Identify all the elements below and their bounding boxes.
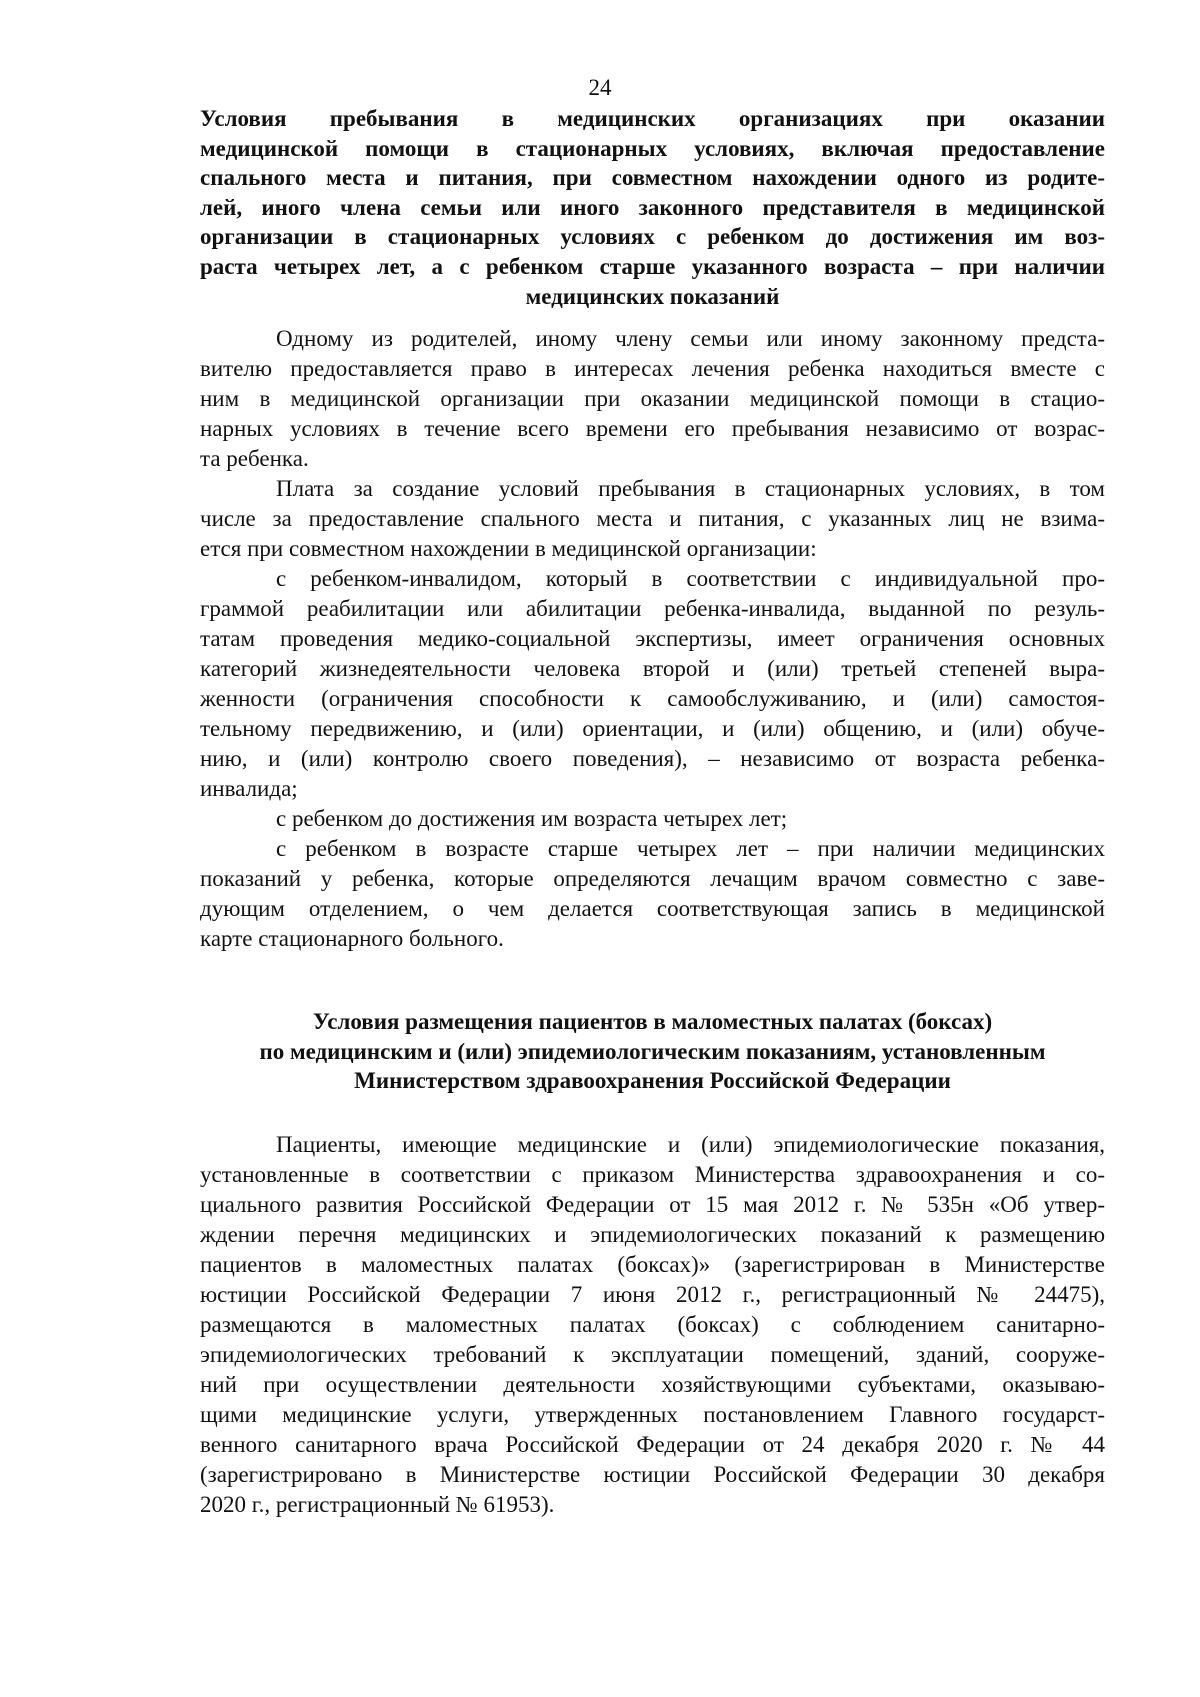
section-heading-stay-conditions: [200, 104, 1105, 311]
text-line: щими медицинские услуги, утвержденных постановлением Главного государст-: [200, 1402, 1105, 1427]
text-line: граммой реабилитации или абилитации ребенка-инвалида, выданной по резуль-: [200, 596, 1105, 621]
text-line: женности (ограничения способности к самообслуживанию, и (или) самостоя-: [200, 686, 1105, 711]
text-line: Плата за создание условий пребывания в стационарных условиях, в том: [276, 476, 1105, 501]
paragraph-disabled-child: [200, 564, 1105, 804]
text-line: тельному передвижению, и (или) ориентации, и (или) общению, и (или) обуче-: [200, 716, 1105, 741]
heading-line: спального места и питания, при совместном нахождении одного из родите-: [200, 165, 1105, 191]
heading-line: Условия пребывания в медицинских организациях при оказании: [200, 106, 1105, 131]
text-line: размещаются в маломестных палатах (боксах) с соблюдением санитарно-: [200, 1312, 1105, 1337]
paragraph-child-under-four: [200, 804, 1105, 834]
section-heading-small-wards: [200, 1007, 1105, 1096]
text-line: категорий жизнедеятельности человека второй и (или) третьей степеней выра-: [200, 656, 1105, 681]
text-line: с ребенком до достижения им возраста четырех лет;: [276, 806, 788, 831]
heading-line: медицинских показаний: [525, 283, 780, 309]
paragraph-small-wards: [200, 1130, 1105, 1520]
heading-line: лей, иного члена семьи или иного законного представителя в медицинской: [200, 194, 1105, 220]
text-line: с ребенком в возрасте старше четырех лет – при наличии медицинских: [276, 836, 1105, 861]
heading-line: Министерством здравоохранения Российской Федерации: [354, 1068, 951, 1094]
text-line: установленные в соответствии с приказом Министерства здравоохранения и со-: [200, 1162, 1105, 1187]
text-line: пациентов в маломестных палатах (боксах)» (зарегистрирован в Министерстве: [200, 1252, 1105, 1277]
text-line: показаний у ребенка, которые определяются лечащим врачом совместно с заве-: [200, 866, 1105, 891]
page-number: 24: [588, 75, 612, 100]
text-line: нарных условиях в течение всего времени его пребывания независимо от возрас-: [200, 416, 1105, 441]
heading-line: Условия размещения пациентов в маломестных палатах (боксах): [312, 1009, 993, 1034]
text-line: числе за предоставление спального места и питания, с указанных лиц не взима-: [200, 506, 1105, 531]
text-line: эпидемиологических требований к эксплуатации помещений, зданий, сооруже-: [200, 1342, 1105, 1367]
text-line: дующим отделением, о чем делается соответствующая запись в медицинской: [200, 896, 1105, 921]
text-line: юстиции Российской Федерации 7 июня 2012 г., регистрационный № 24475),: [200, 1282, 1105, 1307]
text-line: карте стационарного больного.: [200, 926, 504, 951]
text-line: Пациенты, имеющие медицинские и (или) эпидемиологические показания,: [276, 1132, 1105, 1157]
heading-line: по медицинским и (или) эпидемиологическим показаниям, установленным: [259, 1038, 1046, 1064]
section-body-small-wards: [200, 1130, 1105, 1520]
text-line: вителю предоставляется право в интересах лечения ребенка находиться вместе с: [200, 356, 1105, 381]
heading-line: организации в стационарных условиях с ребенком до достижения им воз-: [200, 224, 1105, 250]
paragraph-parent-right: [200, 324, 1105, 474]
text-line: ний при осуществлении деятельности хозяйствующими субъектами, оказываю-: [200, 1372, 1105, 1397]
paragraph-fee-exemption: [200, 474, 1105, 564]
text-line: Одному из родителей, иному члену семьи или иному законному предста-: [276, 326, 1105, 351]
text-line: с ребенком-инвалидом, который в соответствии с индивидуальной про-: [276, 566, 1105, 591]
heading-line: раста четырех лет, а с ребенком старше указанного возраста – при наличии: [200, 253, 1105, 279]
text-line: та ребенка.: [200, 446, 309, 471]
text-line: инвалида;: [200, 776, 298, 801]
text-line: циального развития Российской Федерации от 15 мая 2012 г. № 535н «Об утвер-: [200, 1192, 1105, 1217]
text-line: ется при совместном нахождении в медицинской организации:: [200, 536, 817, 561]
paragraph-child-over-four: [200, 834, 1105, 954]
text-line: венного санитарного врача Российской Федерации от 24 декабря 2020 г. № 44: [200, 1432, 1105, 1457]
section-body-stay-conditions: [200, 324, 1105, 954]
heading-line: медицинской помощи в стационарных условиях, включая предоставление: [200, 135, 1105, 161]
text-line: нию, и (или) контролю своего поведения), – независимо от возраста ребенка-: [200, 746, 1105, 771]
text-line: (зарегистрировано в Министерстве юстиции Российской Федерации 30 декабря: [200, 1462, 1105, 1487]
text-line: татам проведения медико-социальной экспертизы, имеет ограничения основных: [200, 626, 1105, 651]
text-line: ждении перечня медицинских и эпидемиологических показаний к размещению: [200, 1222, 1105, 1247]
text-line: ним в медицинской организации при оказании медицинской помощи в стацио-: [200, 386, 1105, 411]
text-line: 2020 г., регистрационный № 61953).: [200, 1492, 555, 1517]
